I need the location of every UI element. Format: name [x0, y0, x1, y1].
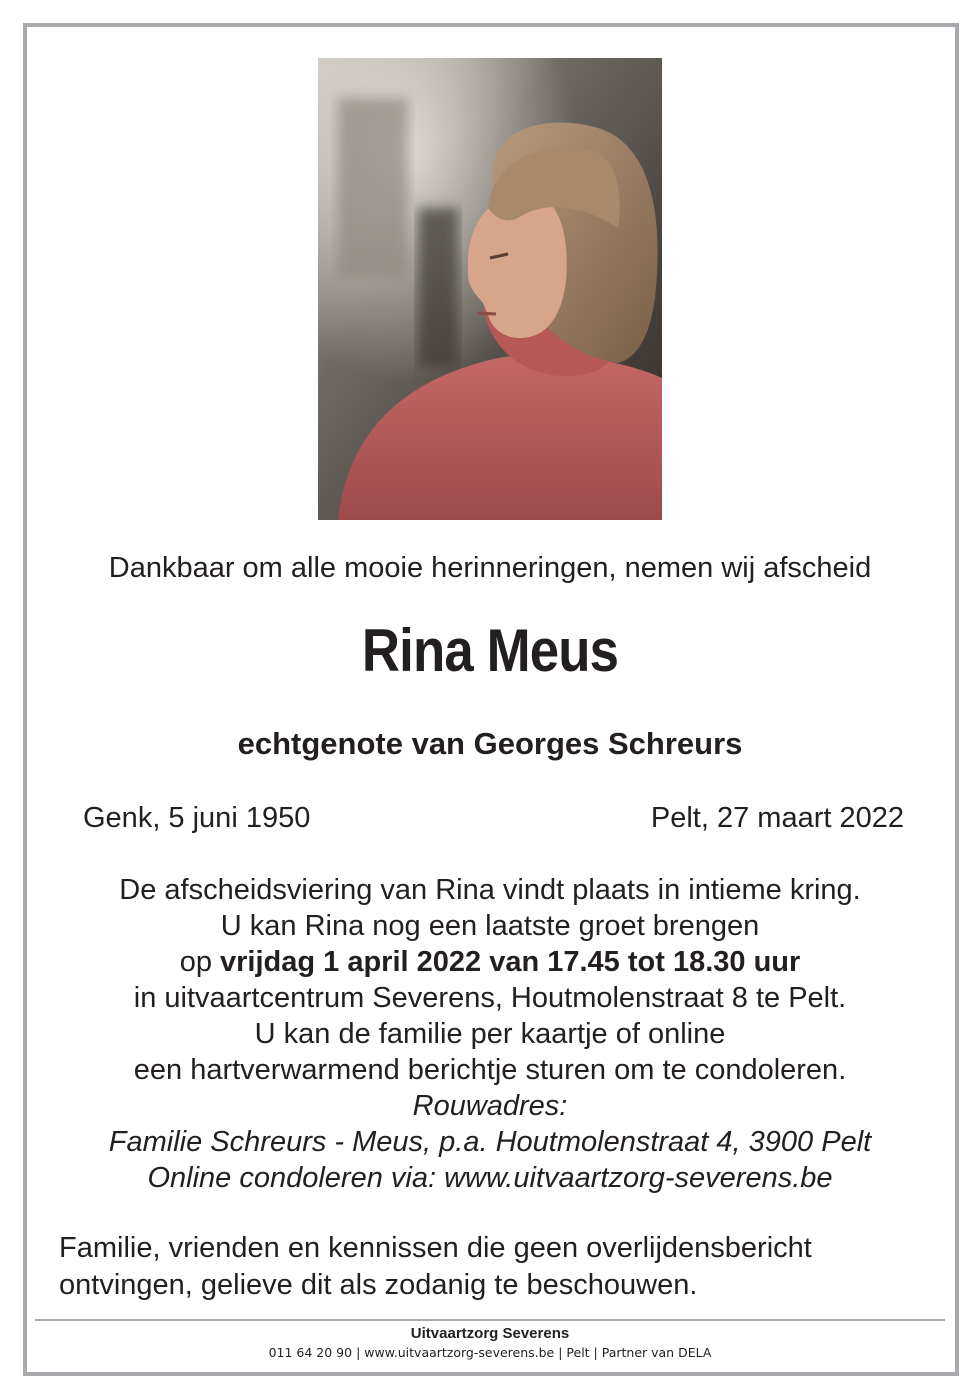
address-label: Rouwadres: [412, 1090, 568, 1122]
ceremony-line-5: U kan de familie per kaartje of online [254, 1018, 726, 1050]
online-condolence: Online condoleren via: www.uitvaartzorg-severens.be [147, 1162, 833, 1194]
ceremony-line-4: in uitvaartcentrum Severens, Houtmolenstraat 8 te Pelt. [133, 982, 847, 1014]
portrait-photo [318, 58, 662, 520]
death-date-place: Pelt, 27 maart 2022 [650, 802, 904, 834]
ceremony-text [40, 872, 940, 1196]
intro-text: Dankbaar om alle mooie herinneringen, nemen wij afscheid [108, 552, 872, 584]
spouse-line: echtgenote van Georges Schreurs [237, 726, 743, 761]
ceremony-date-time: vrijdag 1 april 2022 van 17.45 tot 18.30 uur [220, 946, 801, 978]
mourning-address: Familie Schreurs - Meus, p.a. Houtmolenstraat 4, 3900 Pelt [108, 1126, 872, 1158]
ceremony-line-6: een hartverwarmend berichtje sturen om te condoleren. [133, 1054, 847, 1086]
notice-text [59, 1230, 812, 1304]
notice-line-1: Familie, vrienden en kennissen die geen overlijdensbericht [59, 1232, 812, 1264]
ceremony-line-1: De afscheidsviering van Rina vindt plaats in intieme kring. [119, 874, 861, 906]
footer-company: Uitvaartzorg Severens [410, 1325, 570, 1342]
footer-divider [35, 1319, 945, 1321]
ceremony-line-2: U kan Rina nog een laatste groet brengen [220, 910, 760, 942]
ceremony-line-3 [40, 944, 940, 980]
footer-contact: 011 64 20 90 | www.uitvaartzorg-severens.be | Pelt | Partner van DELA [268, 1345, 712, 1360]
deceased-name: Rina Meus [361, 617, 619, 684]
ceremony-line-3-prefix: op [179, 946, 212, 978]
notice-line-2: ontvingen, gelieve dit als zodanig te beschouwen. [59, 1269, 698, 1301]
birth-date-place: Genk, 5 juni 1950 [83, 802, 311, 834]
